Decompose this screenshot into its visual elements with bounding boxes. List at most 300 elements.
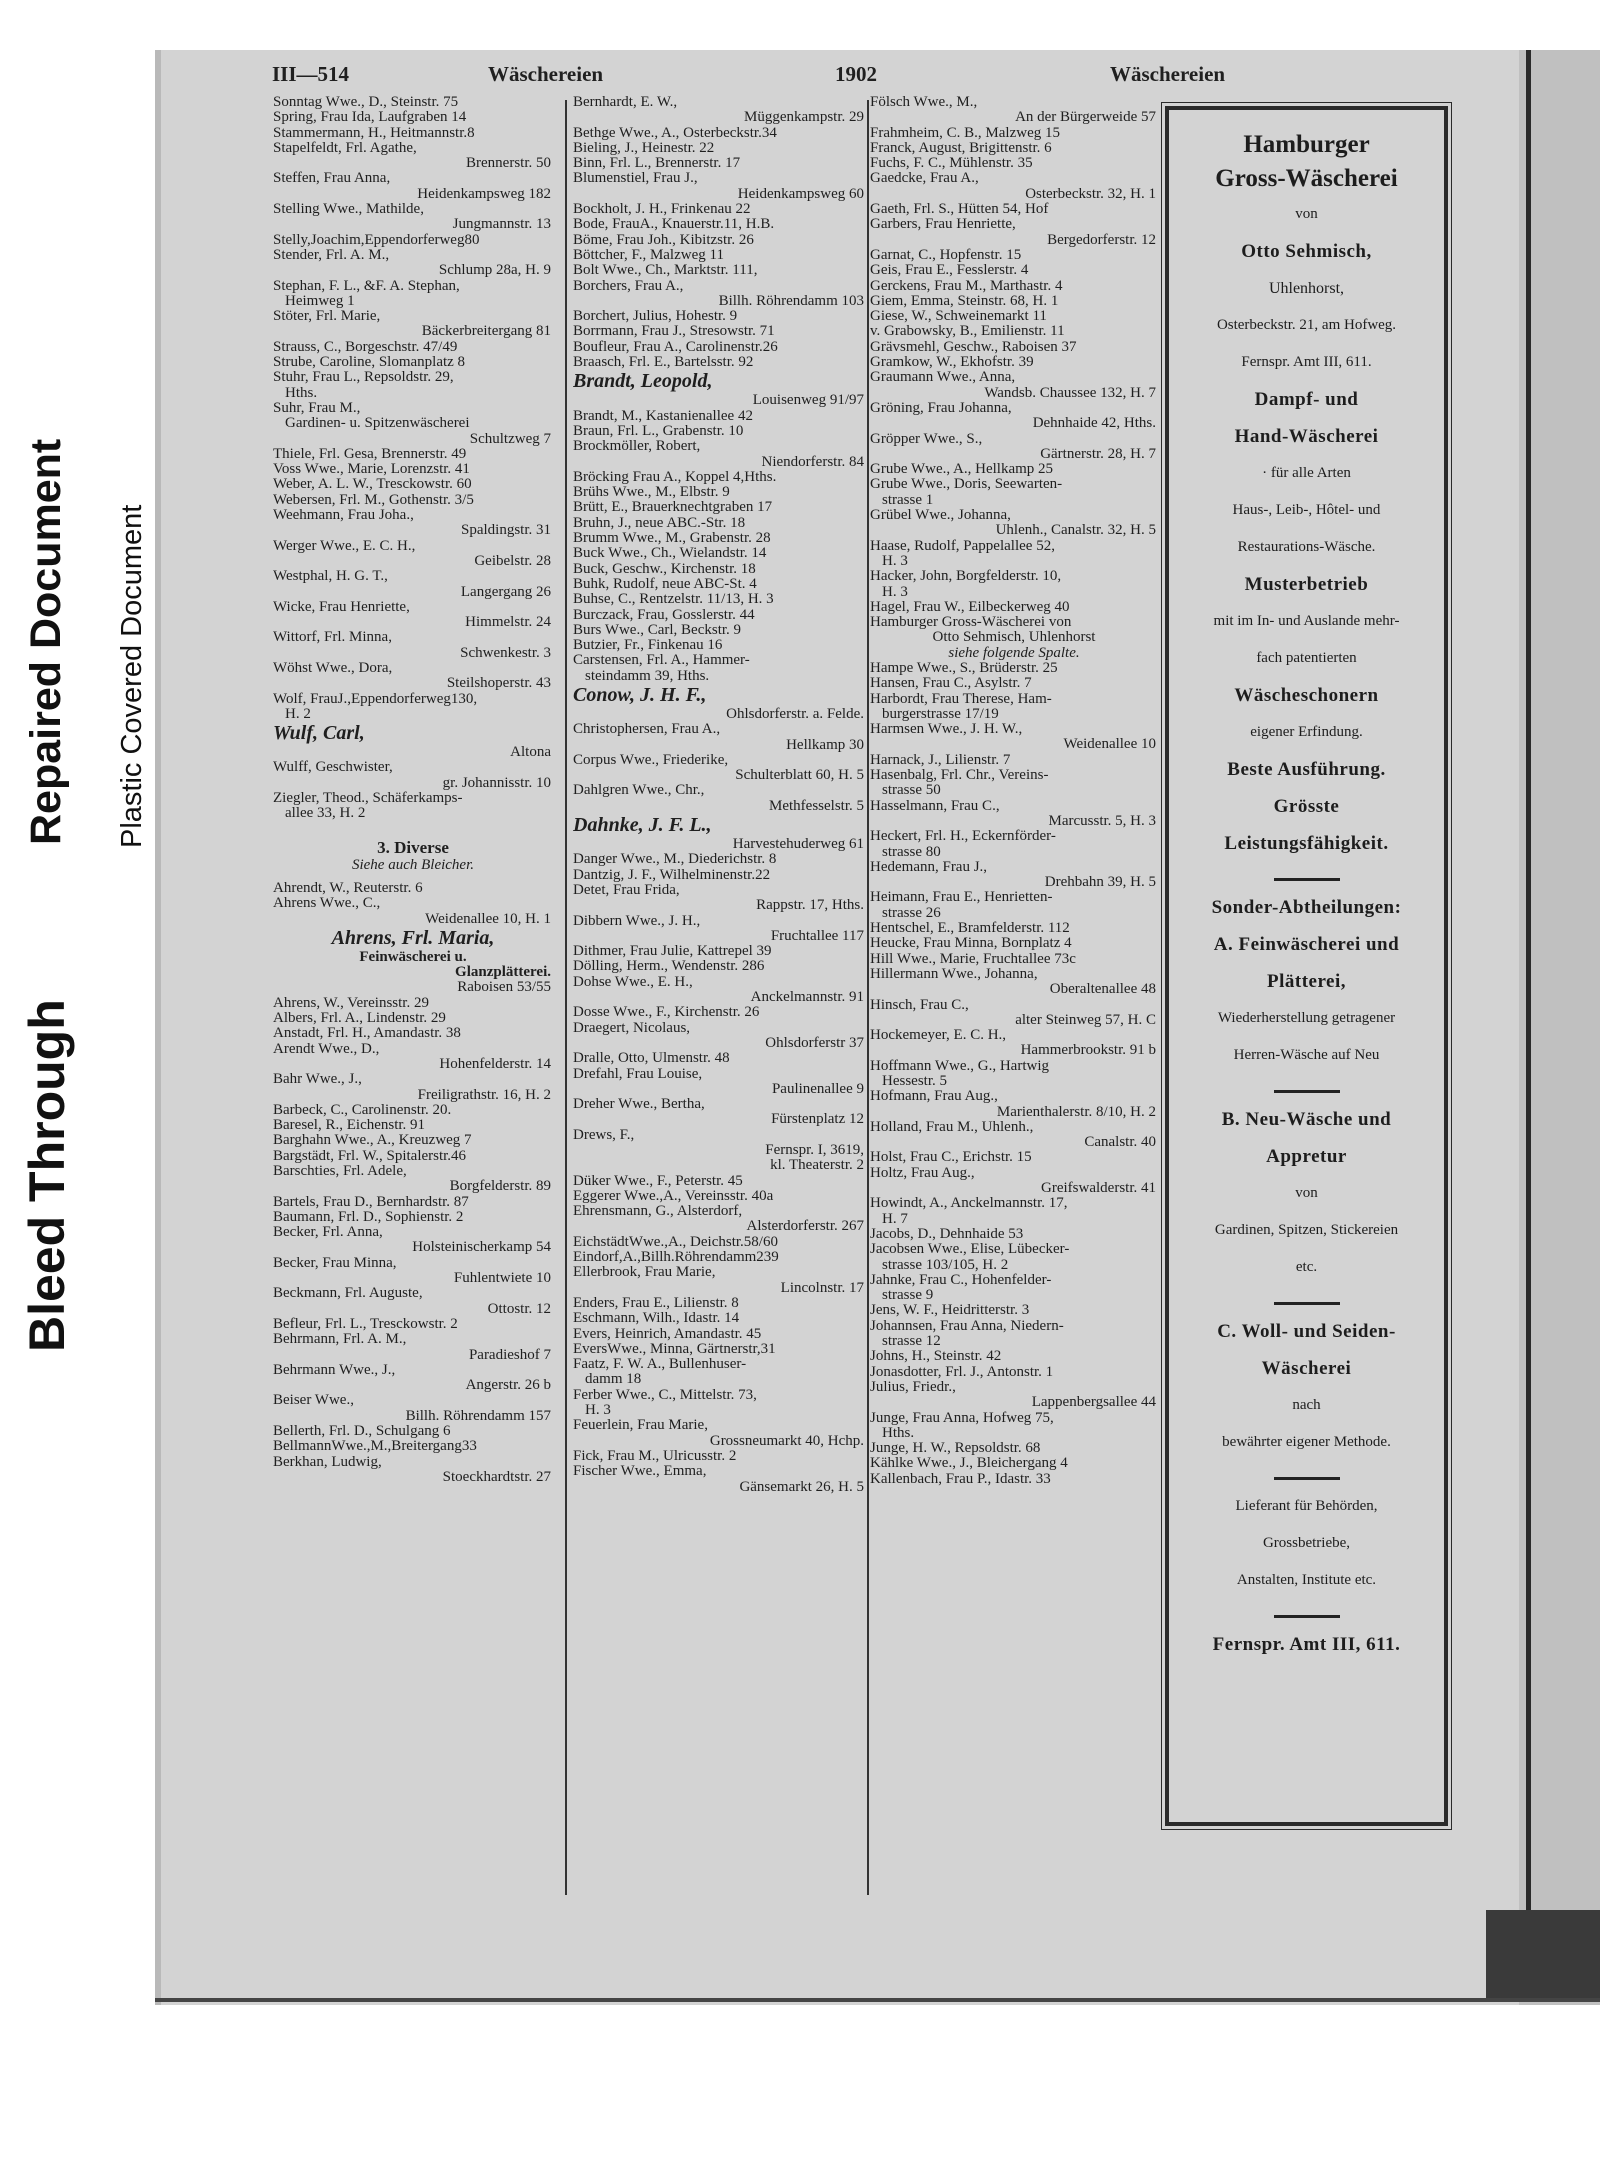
ad-text-line: bewährter eigener Methode. [1222, 1434, 1391, 1450]
directory-entry-line: Hentschel, E., Bramfelderstr. 112 [870, 921, 1070, 937]
page-number: III—514 [272, 62, 350, 86]
directory-entry-line: Bode, FrauA., Knauerstr.11, H.B. [573, 217, 775, 233]
directory-entry-line: EichstädtWwe.,A., Deichstr.58/60 [573, 1234, 778, 1250]
directory-entry-line: Stapelfeldt, Frl. Agathe, [273, 140, 417, 156]
directory-entry-line: Canalstr. 40 [1084, 1135, 1156, 1151]
directory-entry-line: Müggenkampstr. 29 [744, 110, 864, 126]
corner-shadow [1486, 1910, 1600, 2000]
directory-entry-line: Grübel Wwe., Johanna, [870, 508, 1011, 524]
directory-entry-line: Becker, Frl. Anna, [273, 1225, 383, 1241]
directory-entry-line: Heidenkampsweg 182 [417, 186, 551, 202]
directory-entry-line: Anckelmannstr. 91 [750, 990, 864, 1006]
directory-entry-line: Bargstädt, Frl. W., Spitalerstr.46 [273, 1148, 467, 1164]
directory-column-3 [870, 95, 1158, 1487]
directory-entry-line: Gaeth, Frl. S., Hütten 54, Hof [870, 202, 1049, 218]
section-heading: 3. Diverse [377, 837, 449, 857]
directory-entry-line: Sonntag Wwe., D., Steinstr. 75 [273, 95, 459, 110]
directory-entry-line: Dreher Wwe., Bertha, [573, 1097, 705, 1113]
ad-text-line: Herren-Wäsche auf Neu [1233, 1047, 1380, 1063]
directory-entry-line: Voss Wwe., Marie, Lorenzstr. 41 [273, 462, 470, 478]
directory-entry-line: Heimann, Frau E., Henrietten- [870, 890, 1053, 906]
ad-text-line: · für alle Arten [1262, 465, 1351, 481]
ad-spacer [1169, 110, 1444, 128]
directory-entry-line: Brennerstr. 50 [466, 156, 551, 172]
running-head-right: Wäschereien [1110, 62, 1226, 86]
directory-entry-line: Geis, Frau E., Fesslerstr. 4 [870, 263, 1029, 279]
directory-entry-line: Thiele, Frl. Gesa, Brennerstr. 49 [273, 446, 467, 462]
advertisement-box [1165, 106, 1448, 1826]
directory-entry-line: Bellerth, Frl. D., Schulgang 6 [273, 1424, 451, 1440]
directory-entry-line: Hths. [882, 1425, 915, 1441]
column-rule [565, 100, 567, 1895]
directory-entry-line: Drefahl, Frau Louise, [573, 1066, 703, 1082]
directory-entry-line: Hill Wwe., Marie, Fruchtallee 73c [870, 951, 1076, 967]
ad-text-line: Appretur [1266, 1146, 1347, 1167]
directory-entry-line: Hockemeyer, E. C. H., [870, 1028, 1007, 1044]
ad-text-line: fach patentierten [1256, 650, 1357, 666]
ad-text-line: Lieferant für Behörden, [1235, 1498, 1378, 1514]
directory-entry-line: Düker Wwe., F., Peterstr. 45 [573, 1173, 743, 1189]
directory-entry-line: Brandt, Leopold, [573, 370, 713, 393]
ad-text-line: Gross-Wäscherei [1215, 165, 1398, 192]
directory-entry-line: Hofmann, Frau Aug., [870, 1089, 998, 1105]
directory-entry-line: Gramkow, W., Ekhofstr. 39 [870, 355, 1034, 371]
directory-entry-line: damm 18 [585, 1372, 642, 1388]
directory-entry-line: Eschmann, Wilh., Idastr. 14 [573, 1311, 740, 1327]
directory-entry-line: Ahrens, Frl. Maria, [331, 926, 495, 949]
directory-entry-line: burgerstrasse 17/19 [882, 706, 999, 722]
ad-text-line: Grösste [1273, 796, 1340, 817]
ad-text-line: Wäscheschonern [1234, 685, 1379, 706]
directory-entry-line: Holst, Frau C., Erichstr. 15 [870, 1150, 1032, 1166]
directory-entry-line: Jens, W. F., Heidritterstr. 3 [870, 1303, 1030, 1319]
directory-entry-line: Gärtnerstr. 28, H. 7 [1040, 446, 1156, 462]
directory-entry-line: Spring, Frau Ida, Laufgraben 14 [273, 110, 467, 126]
directory-entry-line: Stöter, Frl. Marie, [273, 309, 381, 325]
directory-entry-line: Johannsen, Frau Anna, Niedern- [870, 1318, 1064, 1334]
directory-entry-line: Hansen, Frau C., Asylstr. 7 [870, 676, 1032, 692]
directory-entry-line: Langergang 26 [460, 584, 551, 600]
directory-entry-line: Brütt, E., Brauerknechtgraben 17 [573, 500, 773, 516]
directory-entry-line: Gröning, Frau Johanna, [870, 400, 1012, 416]
ad-text-line: Sonder-Abtheilungen: [1211, 897, 1402, 918]
directory-column-2 [573, 95, 866, 1495]
directory-entry-line: Burczack, Frau, Gosslerstr. 44 [573, 607, 755, 623]
directory-entry-line: Gaedcke, Frau A., [870, 171, 979, 187]
ad-text-line: Uhlenhorst, [1268, 280, 1345, 297]
directory-entry-line: Borrmann, Frau J., Stresowstr. 71 [573, 324, 775, 340]
ad-text-line: Dampf- und [1254, 389, 1359, 410]
directory-entry-line: Bruhn, J., neue ABC.-Str. 18 [573, 515, 746, 531]
ad-text-line: Haus-, Leib-, Hôtel- und [1232, 502, 1381, 518]
directory-entry-line: Braasch, Frl. E., Bartelsstr. 92 [573, 355, 754, 371]
directory-entry-line: Eggerer Wwe.,A., Vereinsstr. 40a [573, 1188, 774, 1204]
directory-entry-line: Draegert, Nicolaus, [573, 1020, 691, 1036]
directory-entry-line: Hacker, John, Borgfelderstr. 10, [870, 569, 1062, 585]
directory-entry-line: Barbeck, C., Carolinenstr. 20. [273, 1102, 452, 1118]
directory-entry-line: Holsteinischerkamp 54 [412, 1240, 551, 1256]
directory-entry-line: Baumann, Frl. D., Sophienstr. 2 [273, 1209, 464, 1225]
directory-entry-line: Wulff, Geschwister, [273, 760, 393, 776]
directory-entry-line: Blumenstiel, Frau J., [573, 171, 698, 187]
directory-entry-line: Hillermann Wwe., Johanna, [870, 966, 1038, 982]
page-gutter [1519, 50, 1600, 2005]
directory-entry-line: Bäckerbreitergang 81 [421, 324, 551, 340]
directory-entry-line: H. 2 [285, 706, 311, 722]
directory-entry-line: Hasenbalg, Frl. Chr., Vereins- [870, 768, 1049, 784]
directory-entry-line: Dahlgren Wwe., Chr., [573, 783, 705, 799]
directory-entry-line: Buhse, C., Rentzelstr. 11/13, H. 3 [573, 592, 774, 608]
directory-entry-line: Junge, Frau Anna, Hofweg 75, [870, 1410, 1054, 1426]
directory-entry-line: Boufleur, Frau A., Carolinenstr.26 [573, 339, 778, 355]
directory-entry-line: Heckert, Frl. H., Eckernförder- [870, 829, 1056, 845]
directory-entry-line: Fuchs, F. C., Mühlenstr. 35 [870, 156, 1033, 172]
directory-entry-line: Anstadt, Frl. H., Amandastr. 38 [273, 1026, 461, 1042]
directory-entry-line: Fischer Wwe., Emma, [573, 1464, 707, 1480]
directory-entry-line: Dahnke, J. F. L., [573, 814, 712, 837]
directory-entry-line: Barschties, Frl. Adele, [273, 1164, 407, 1179]
directory-entry-line: Behrmann Wwe., J., [273, 1362, 396, 1378]
directory-entry-line: Jungmannstr. 13 [452, 217, 551, 233]
directory-entry-line: Beiser Wwe., [273, 1393, 354, 1409]
directory-entry-line: Freiligrathstr. 16, H. 2 [417, 1087, 551, 1103]
directory-entry-line: allee 33, H. 2 [285, 806, 366, 822]
ad-text-line: nach [1292, 1397, 1321, 1413]
ad-text-line: Fernspr. Amt III, 611. [1241, 354, 1372, 370]
directory-entry-line: Borchert, Julius, Hohestr. 9 [573, 309, 738, 325]
ad-divider [1274, 1615, 1340, 1618]
directory-entry-line: Ahrendt, W., Reuterstr. 6 [273, 880, 423, 896]
ad-text-line: von [1295, 1185, 1318, 1201]
directory-entry-line: Fruchtallee 117 [770, 928, 864, 944]
directory-entry-line: H. 3 [882, 584, 908, 600]
directory-entry-line: Jacobsen Wwe., Elise, Lübecker- [870, 1242, 1070, 1258]
directory-entry-line: Altona [510, 745, 551, 761]
directory-entry-line: Braun, Frl. L., Grabenstr. 10 [573, 423, 744, 439]
directory-entry-line: Bieling, J., Heinestr. 22 [573, 140, 715, 156]
directory-entry-line: Bergedorferstr. 12 [1047, 232, 1156, 248]
ad-text-line: mit im In- und Auslande mehr- [1213, 613, 1400, 629]
directory-entry-line: Drews, F., [573, 1127, 635, 1143]
directory-entry-line: Stelling Wwe., Mathilde, [273, 202, 424, 218]
directory-entry-line: Corpus Wwe., Friederike, [573, 752, 729, 768]
directory-entry-line: Dantzig, J. F., Wilhelminenstr.22 [573, 867, 771, 883]
directory-entry-line: Steilshoperstr. 43 [446, 676, 551, 692]
directory-entry-line: Marienthalerstr. 8/10, H. 2 [996, 1104, 1156, 1120]
directory-entry-line: Dehnhaide 42, Hths. [1032, 416, 1156, 432]
directory-entry-line: Wulf, Carl, [273, 722, 365, 745]
directory-entry-line: Stender, Frl. A. M., [273, 247, 390, 263]
directory-entry-line: Brühs Wwe., M., Elbstr. 9 [573, 485, 730, 501]
directory-entry-line: strasse 12 [882, 1334, 941, 1350]
ad-text-line: von [1295, 206, 1318, 222]
directory-entry-line: Hammerbrookstr. 91 b [1020, 1043, 1156, 1059]
directory-entry-line: Hths. [285, 385, 318, 401]
directory-entry-line: strasse 80 [882, 844, 941, 860]
running-head-year: 1902 [835, 62, 877, 86]
directory-entry-line: Beckmann, Frl. Auguste, [273, 1286, 423, 1302]
directory-entry-line: Angerstr. 26 b [465, 1378, 551, 1394]
directory-entry-line: Weber, A. L. W., Tresckowstr. 60 [273, 477, 472, 493]
ad-text-line: Leistungsfähigkeit. [1224, 833, 1389, 854]
directory-entry-line: Strube, Caroline, Slomanplatz 8 [273, 355, 466, 371]
directory-entry-line: Weehmann, Frau Joha., [273, 508, 414, 524]
directory-entry-line: Stelly,Joachim,Eppendorferweg80 [273, 232, 480, 248]
directory-entry-line: Dithmer, Frau Julie, Kattrepel 39 [573, 944, 772, 960]
directory-entry-line: kl. Theaterstr. 2 [770, 1158, 864, 1174]
directory-entry-line: Stoeckhardtstr. 27 [442, 1469, 551, 1485]
directory-entry-line: Grube Wwe., Doris, Seewarten- [870, 477, 1063, 493]
directory-entry-line: Grossneumarkt 40, Hchp. [709, 1433, 864, 1449]
directory-entry-line: Jonasdotter, Frl. J., Antonstr. 1 [870, 1364, 1054, 1380]
directory-entry-line: Buck, Geschw., Kirchenstr. 18 [573, 561, 756, 577]
directory-entry-line: Burs Wwe., Carl, Beckstr. 9 [573, 622, 742, 638]
directory-entry-line: Johns, H., Steinstr. 42 [870, 1349, 1002, 1365]
ad-text-line: Beste Ausführung. [1227, 759, 1386, 780]
directory-entry-line: Ohlsdorferstr 37 [765, 1035, 864, 1051]
ad-text-line: Otto Sehmisch, [1241, 241, 1372, 262]
running-head-left: Wäschereien [488, 62, 604, 86]
ad-text-line: C. Woll- und Seiden- [1217, 1321, 1396, 1342]
ad-text-line: eigener Erfindung. [1250, 724, 1363, 740]
directory-entry-line: Bahr Wwe., J., [273, 1072, 362, 1088]
directory-entry-line: Weidenallee 10, H. 1 [425, 911, 551, 927]
directory-entry-line: Wöhst Wwe., Dora, [273, 660, 393, 676]
directory-entry-line: Werger Wwe., E. C. H., [273, 538, 416, 554]
spacer [273, 873, 553, 881]
directory-entry-line: Fürstenplatz 12 [771, 1112, 864, 1128]
directory-entry-line: Brandt, M., Kastanienallee 42 [573, 408, 753, 424]
ad-text-line: Restaurations-Wäsche. [1237, 539, 1376, 555]
ad-text-line: Hand-Wäscherei [1234, 426, 1379, 447]
directory-entry-line: Schultzweg 7 [469, 431, 551, 447]
repaired-document-label: Repaired Document [22, 438, 70, 845]
directory-entry-line: Fernspr. I, 3619, [765, 1143, 864, 1158]
directory-entry-line: Glanzplätterei. [455, 965, 551, 981]
directory-entry-line: strasse 26 [882, 905, 941, 921]
directory-entry-line: Paulinenallee 9 [771, 1081, 864, 1097]
directory-entry-line: Dosse Wwe., F., Kirchenstr. 26 [573, 1005, 760, 1021]
directory-entry-line: Heimweg 1 [285, 293, 355, 309]
directory-entry-line: H. 7 [882, 1211, 908, 1227]
directory-entry-line: Carstensen, Frl. A., Hammer- [573, 653, 750, 669]
directory-entry-line: Borchers, Frau A., [573, 278, 684, 294]
directory-entry-line: Bartels, Frau D., Bernhardstr. 87 [273, 1194, 469, 1210]
directory-entry-line: Harnack, J., Lilienstr. 7 [870, 752, 1011, 768]
directory-entry-line: Befleur, Frl. L., Tresckowstr. 2 [273, 1316, 458, 1332]
directory-entry-line: Greifswalderstr. 41 [1041, 1181, 1156, 1197]
directory-entry-line: Frahmheim, C. B., Malzweg 15 [870, 125, 1060, 141]
page-edge [155, 50, 161, 2005]
directory-entry-line: Gardinen- u. Spitzenwäscherei [285, 416, 470, 432]
directory-entry-line: Bockholt, J. H., Frinkenau 22 [573, 202, 751, 218]
directory-entry-line: Howindt, A., Anckelmannstr. 17, [870, 1196, 1068, 1212]
directory-entry-line: Dralle, Otto, Ulmenstr. 48 [573, 1051, 730, 1067]
directory-entry-line: Schlump 28a, H. 9 [438, 263, 551, 279]
directory-entry-line: Gröpper Wwe., S., [870, 431, 983, 447]
directory-entry-line: Bethge Wwe., A., Osterbeckstr.34 [573, 125, 777, 141]
ad-divider [1274, 1090, 1340, 1093]
directory-entry-line: Ferber Wwe., C., Mittelstr. 73, [573, 1387, 757, 1403]
directory-entry-line: Detet, Frau Frida, [573, 882, 680, 898]
directory-entry-line: Graumann Wwe., Anna, [870, 370, 1016, 386]
directory-entry-line: steindamm 39, Hths. [585, 668, 710, 684]
directory-entry-line: Osterbeckstr. 32, H. 1 [1025, 186, 1156, 202]
directory-entry-line: Dohse Wwe., E. H., [573, 974, 693, 990]
directory-entry-line: Fölsch Wwe., M., [870, 95, 978, 110]
ad-text-line: Musterbetrieb [1244, 574, 1369, 595]
directory-entry-line: Danger Wwe., M., Diederichstr. 8 [573, 852, 777, 868]
directory-entry-line: Billh. Röhrendamm 103 [718, 293, 864, 309]
directory-entry-line: Niendorferstr. 84 [761, 454, 864, 470]
directory-entry-line: Christophersen, Frau A., [573, 722, 721, 738]
directory-entry-line: H. 3 [882, 553, 908, 569]
directory-entry-line: Fuhlentwiete 10 [453, 1271, 551, 1287]
directory-entry-line: Siehe auch Bleicher. [351, 857, 475, 873]
directory-entry-line: Ottostr. 12 [487, 1301, 551, 1317]
directory-entry-line: Jacobs, D., Dehnhaide 53 [870, 1226, 1024, 1242]
ad-text-line: Hamburger [1243, 131, 1370, 158]
directory-entry-line: Bröcking Frau A., Koppel 4,Hths. [573, 469, 777, 485]
directory-entry-line: Lincolnstr. 17 [780, 1280, 864, 1296]
directory-entry-line: Buck Wwe., Ch., Wielandstr. 14 [573, 546, 767, 562]
directory-entry-line: Dölling, Herm., Wendenstr. 286 [573, 959, 765, 975]
directory-entry-line: Bernhardt, E. W., [573, 95, 678, 110]
directory-entry-line: Hohenfelderstr. 14 [439, 1056, 551, 1072]
directory-entry-line: Lappenbergsallee 44 [1031, 1395, 1156, 1411]
directory-entry-line: Evers, Heinrich, Amandastr. 45 [573, 1326, 762, 1342]
directory-entry-line: Heidenkampsweg 60 [737, 186, 864, 202]
directory-entry-line: Himmelstr. 24 [465, 615, 551, 631]
directory-entry-line: Rappstr. 17, Hths. [756, 898, 864, 914]
directory-entry-line: Garnat, C., Hopfenstr. 15 [870, 247, 1022, 263]
directory-column-1 [273, 95, 553, 1485]
directory-entry-line: Harmsen Wwe., J. H. W., [870, 722, 1023, 738]
directory-entry-line: Harvestehuderweg 61 [732, 837, 864, 853]
directory-entry-line: Hampe Wwe., S., Brüderstr. 25 [870, 660, 1058, 676]
directory-entry-line: EversWwe., Minna, Gärtnerstr,31 [573, 1341, 776, 1357]
directory-entry-line: Behrmann, Frl. A. M., [273, 1332, 407, 1348]
directory-entry-line: Oberaltenallee 48 [1049, 982, 1156, 998]
ad-text-line: A. Feinwäscherei und [1213, 934, 1400, 955]
directory-entry-line: strasse 1 [882, 492, 934, 508]
directory-entry-line: Paradieshof 7 [468, 1347, 551, 1363]
directory-entry-line: Heucke, Frau Minna, Bornplatz 4 [870, 936, 1072, 952]
directory-entry-line: Brockmöller, Robert, [573, 439, 701, 455]
directory-entry-line: Ahrens Wwe., C., [273, 896, 381, 912]
directory-entry-line: Hamburger Gross-Wäscherei von [870, 615, 1072, 631]
directory-entry-line: Enders, Frau E., Lilienstr. 8 [573, 1295, 739, 1311]
ad-text-line: Grossbetriebe, [1262, 1535, 1351, 1551]
directory-entry-line: BellmannWwe.,M.,Breitergang33 [273, 1439, 477, 1455]
directory-entry-line: strasse 9 [882, 1288, 934, 1304]
ad-divider [1274, 1302, 1340, 1305]
directory-entry-line: Garbers, Frau Henriette, [870, 217, 1016, 233]
directory-entry-line: Giese, W., Schweinemarkt 11 [870, 309, 1047, 325]
ad-divider [1274, 878, 1340, 881]
directory-entry-line: Becker, Frau Minna, [273, 1255, 397, 1271]
directory-entry-line: Geibelstr. 28 [474, 553, 551, 569]
ad-divider [1274, 1477, 1340, 1480]
directory-entry-line: Wandsb. Chaussee 132, H. 7 [984, 385, 1156, 401]
directory-entry-line: Spaldingstr. 31 [460, 523, 551, 539]
directory-entry-line: Alsterdorferstr. 267 [746, 1219, 864, 1235]
directory-entry-line: Barghahn Wwe., A., Kreuzweg 7 [273, 1133, 472, 1149]
ad-text-line: Osterbeckstr. 21, am Hofweg. [1216, 317, 1397, 333]
directory-entry-line: Faatz, F. W. A., Bullenhuser- [573, 1357, 747, 1373]
directory-entry-line: Schwenkestr. 3 [460, 645, 551, 661]
directory-entry-line: v. Grabowsky, B., Emilienstr. 11 [870, 324, 1065, 340]
directory-entry-line: Butzier, Fr., Finkenau 16 [573, 638, 723, 654]
ad-text-line: Plätterei, [1266, 971, 1347, 992]
directory-entry-line: Wicke, Frau Henriette, [273, 599, 410, 615]
ad-text-line: Wäscherei [1261, 1358, 1352, 1379]
directory-entry-line: Uhlenh., Canalstr. 32, H. 5 [995, 523, 1156, 539]
directory-entry-line: Suhr, Frau M., [273, 400, 361, 416]
directory-entry-line: Haase, Rudolf, Pappelallee 52, [870, 538, 1055, 554]
directory-entry-line: Strauss, C., Borgeschstr. 47/49 [273, 339, 458, 355]
directory-entry-line: Hessestr. 5 [882, 1074, 947, 1089]
directory-entry-line: Harbordt, Frau Therese, Ham- [870, 691, 1052, 707]
directory-entry-line: Kählke Wwe., J., Bleichergang 4 [870, 1456, 1068, 1472]
directory-entry-line: Ohlsdorferstr. a. Felde. [726, 706, 864, 722]
directory-entry-line: Webersen, Frl. M., Gothenstr. 3/5 [273, 492, 474, 508]
directory-entry-line: Baresel, R., Eichenstr. 91 [273, 1118, 426, 1134]
directory-entry-line: strasse 50 [882, 783, 941, 799]
directory-entry-line: Arendt Wwe., D., [273, 1041, 380, 1057]
directory-entry-line: Methfesselstr. 5 [769, 798, 864, 814]
directory-entry-line: Feinwäscherei u. [359, 949, 467, 965]
ad-text-line: B. Neu-Wäsche und [1221, 1109, 1392, 1130]
directory-entry-line: Wolf, FrauJ.,Eppendorferweg130, [273, 691, 478, 707]
directory-entry-line: Albers, Frl. A., Lindenstr. 29 [273, 1011, 446, 1027]
column-rule [867, 100, 869, 1895]
directory-entry-line: Hellkamp 30 [786, 737, 864, 753]
directory-entry-line: Binn, Frl. L., Brennerstr. 17 [573, 156, 741, 172]
directory-entry-line: Dibbern Wwe., J. H., [573, 913, 701, 929]
directory-entry-line: Raboisen 53/55 [457, 980, 551, 996]
directory-entry-line: Ehrensmann, G., Alsterdorf, [573, 1204, 743, 1220]
directory-entry-line: siehe folgende Spalte. [948, 645, 1080, 661]
directory-entry-line: Louisenweg 91/97 [752, 393, 864, 409]
directory-entry-line: Berkhan, Ludwig, [273, 1454, 382, 1470]
directory-entry-line: Grävsmehl, Geschw., Raboisen 37 [870, 339, 1077, 355]
directory-entry-line: Westphal, H. G. T., [273, 569, 388, 585]
directory-entry-line: Hagel, Frau W., Eilbeckerweg 40 [870, 599, 1070, 615]
directory-entry-line: Otto Sehmisch, Uhlenhorst [932, 630, 1096, 646]
ad-text-line: Wiederherstellung getragener [1217, 1010, 1396, 1026]
directory-entry-line: Ziegler, Theod., Schäferkamps- [273, 791, 463, 807]
scanned-page [155, 50, 1600, 2005]
directory-entry-line: strasse 103/105, H. 2 [882, 1257, 1009, 1273]
directory-entry-line: Junge, H. W., Repsoldstr. 68 [870, 1441, 1041, 1457]
directory-entry-line: Hasselmann, Frau C., [870, 798, 1000, 814]
directory-entry-line: Borgfelderstr. 89 [449, 1179, 551, 1195]
directory-entry-line: Grube Wwe., A., Hellkamp 25 [870, 462, 1054, 478]
directory-entry-line: Franck, August, Brigittenstr. 6 [870, 140, 1052, 156]
directory-entry-line: Ellerbrook, Frau Marie, [573, 1265, 716, 1281]
directory-entry-line: Holland, Frau M., Uhlenh., [870, 1119, 1034, 1135]
ad-text-line: Fernspr. Amt III, 611. [1212, 1634, 1401, 1655]
directory-entry-line: Eindorf,A.,Billh.Röhrendamm239 [573, 1250, 779, 1266]
directory-entry-line: Schulterblatt 60, H. 5 [735, 768, 864, 784]
directory-entry-line: Holtz, Frau Aug., [870, 1165, 975, 1181]
ad-text-line: Gardinen, Spitzen, Stickereien [1214, 1222, 1399, 1238]
directory-entry-line: Steffen, Frau Anna, [273, 171, 391, 187]
directory-entry-line: Ahrens, W., Vereinsstr. 29 [273, 995, 429, 1011]
directory-entry-line: Gerckens, Frau M., Marthastr. 4 [870, 278, 1063, 294]
directory-entry-line: Stephan, F. L., &F. A. Stephan, [273, 278, 460, 294]
